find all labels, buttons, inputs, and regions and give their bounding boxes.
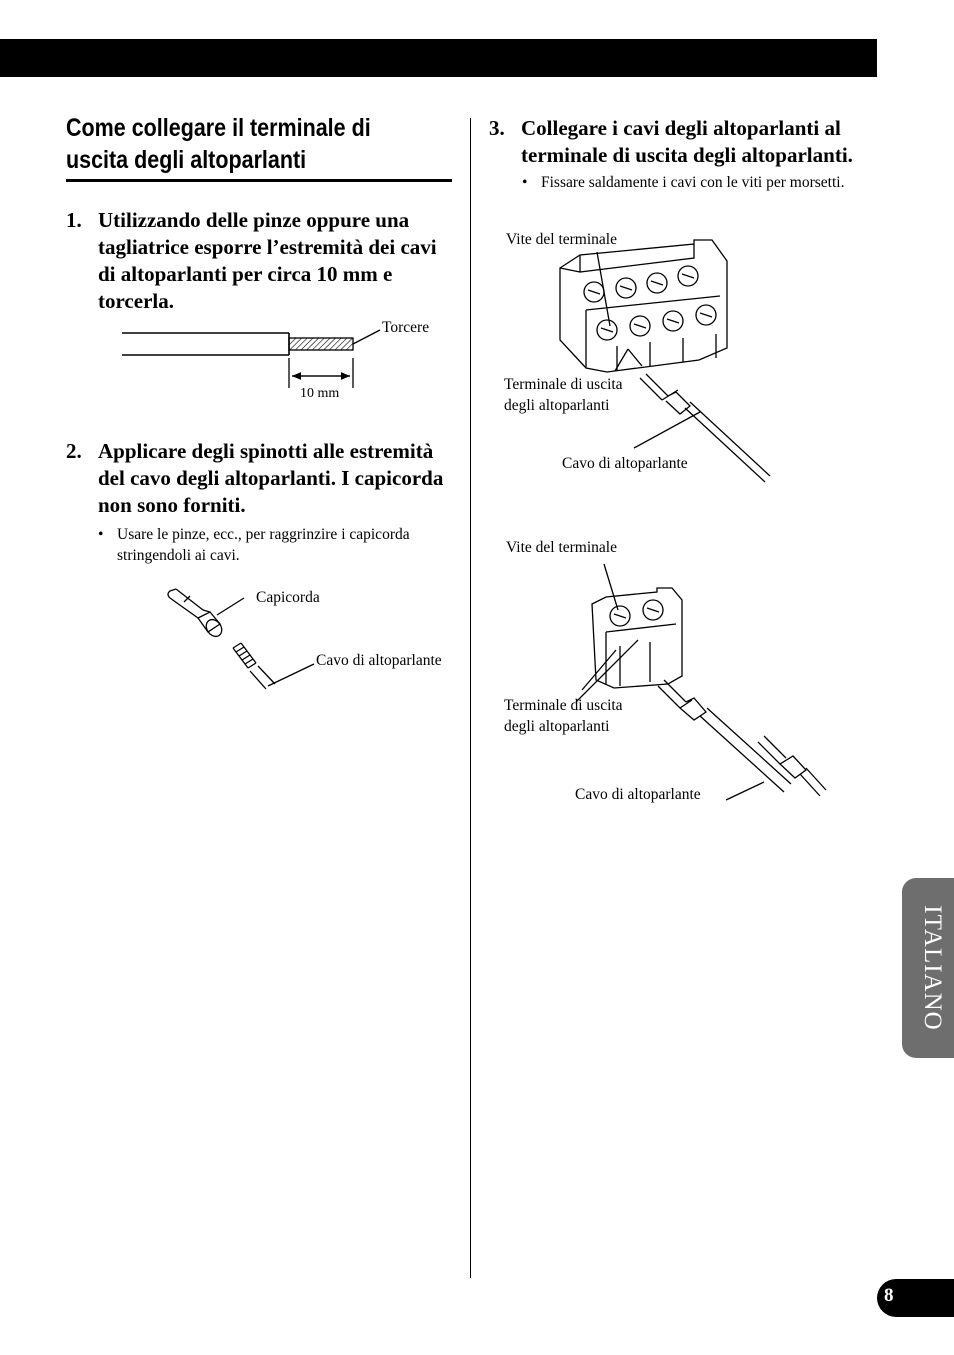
label-cable-2: Cavo di altoparlante <box>575 786 701 803</box>
figure-crimp-lug <box>168 589 314 689</box>
label-cable-1: Cavo di altoparlante <box>562 455 688 472</box>
step-3-bullet-text: Fissare saldamente i cavi con le viti per morsetti. <box>541 174 845 191</box>
label-terminal-2: Terminale di uscita degli altoparlanti <box>504 697 623 735</box>
language-tab-label: ITALIANO <box>919 905 946 1031</box>
label-terminal-1: Terminale di uscita degli altoparlanti <box>504 376 623 414</box>
step-2-text: Applicare degli spinotti alle estremità del cavo degli altoparlanti. I capicorda non sono forniti. <box>98 439 444 517</box>
bullet-symbol: • <box>98 526 104 543</box>
label-screw-1: Vite del terminale <box>506 231 617 248</box>
label-10mm: 10 mm <box>300 386 340 401</box>
figure-terminal-block-2 <box>576 564 826 800</box>
figure-twist-wire <box>122 330 380 388</box>
page-number: 8 <box>884 1285 894 1306</box>
step-2-bullet-text: Usare le pinze, ecc., per raggrinzire i capicorda stringendoli ai cavi. <box>117 526 410 564</box>
label-lug: Capicorda <box>256 589 320 606</box>
figure-terminal-block-8 <box>560 240 770 482</box>
step-1-number: 1. <box>66 208 82 232</box>
screws-row-2 <box>597 305 716 340</box>
label-twist: Torcere <box>382 319 430 336</box>
label-screw-2: Vite del terminale <box>506 539 617 556</box>
bullet-symbol: • <box>522 174 528 191</box>
label-cable-lug: Cavo di altoparlante <box>316 652 442 669</box>
screws-row-1 <box>584 266 698 302</box>
step-2-number: 2. <box>66 439 82 463</box>
step-3-number: 3. <box>489 116 505 140</box>
step-3-text: Collegare i cavi degli altoparlanti al terminale di uscita degli altoparlanti. <box>521 116 853 167</box>
step-1-text: Utilizzando delle pinze oppure una tagliatrice esporre l’estremità dei cavi di altoparlanti per circa 10 mm e torcerla. <box>98 208 437 313</box>
section-title: Come collegare il terminale di uscita degli altoparlanti <box>66 114 371 174</box>
